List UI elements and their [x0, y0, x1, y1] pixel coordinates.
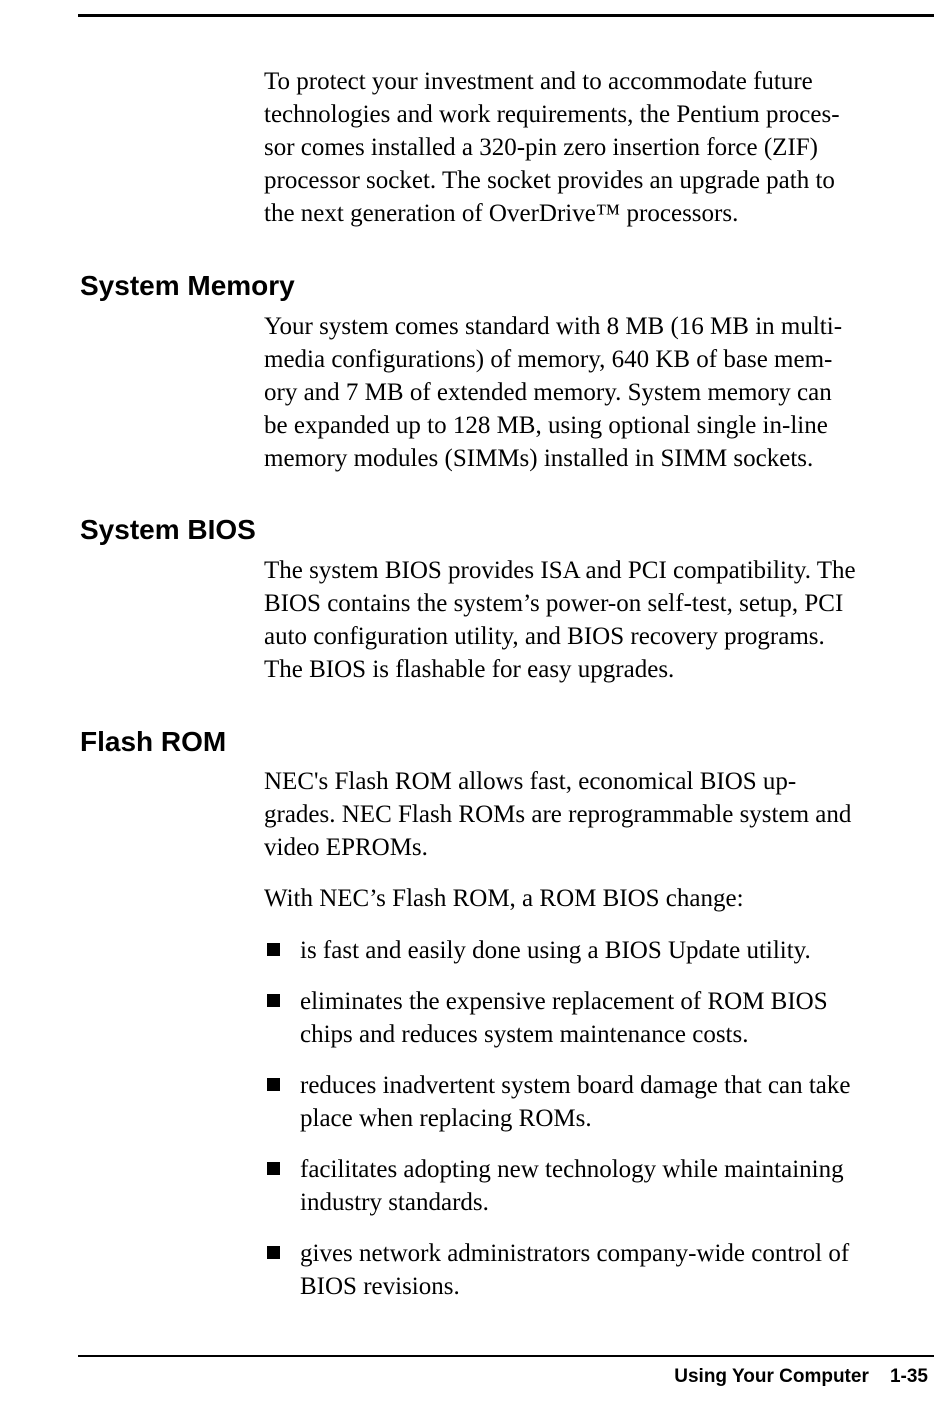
square-bullet-icon: [267, 943, 280, 956]
flash-rom-lead-in: With NEC’s Flash ROM, a ROM BIOS change:: [264, 885, 744, 912]
top-rule: [78, 14, 934, 17]
page-footer: [674, 1364, 928, 1390]
list-item-text: facilitates adopting new technology while maintaining industry standards.: [300, 1156, 844, 1216]
bottom-rule: [78, 1355, 934, 1357]
footer-page-number: 1-35: [889, 1366, 928, 1387]
system-memory-heading: System Memory: [80, 270, 295, 301]
square-bullet-icon: [267, 1162, 280, 1175]
square-bullet-icon: [267, 1246, 280, 1259]
list-item-text: reduces inadvertent system board damage that can take place when replacing ROMs.: [300, 1072, 851, 1132]
footer-section-title: Using Your Computer: [674, 1366, 869, 1387]
square-bullet-icon: [267, 994, 280, 1007]
intro-paragraph: To protect your investment and to accommodate future technologies and work requirements, the Pentium proces- sor comes installed a 320-pin zero insertion force (ZIF) processor socket. The socket provides an upgrade path to the next generation of OverDrive™ processors.: [264, 68, 840, 227]
list-item-text: eliminates the expensive replacement of ROM BIOS chips and reduces system maintenance costs.: [300, 988, 828, 1048]
system-memory-paragraph: Your system comes standard with 8 MB (16 MB in multi- media configurations) of memory, 640 KB of base mem- ory and 7 MB of extended memory. System memory can be expanded up to 128 MB, using optional single in-line memory modules (SIMMs) installed in SIMM sockets.: [264, 313, 843, 472]
list-item-text: is fast and easily done using a BIOS Update utility.: [300, 937, 811, 964]
system-bios-paragraph: The system BIOS provides ISA and PCI compatibility. The BIOS contains the system’s power-on self-test, setup, PCI auto configuration utility, and BIOS recovery programs. The BIOS is flashable for easy upgrades.: [264, 557, 856, 683]
system-bios-heading: System BIOS: [80, 514, 256, 545]
flash-rom-paragraph: NEC's Flash ROM allows fast, economical BIOS up- grades. NEC Flash ROMs are reprogrammable system and video EPROMs.: [264, 768, 852, 861]
square-bullet-icon: [267, 1078, 280, 1091]
flash-rom-heading: Flash ROM: [80, 726, 227, 757]
list-item-text: gives network administrators company-wide control of BIOS revisions.: [300, 1240, 850, 1300]
